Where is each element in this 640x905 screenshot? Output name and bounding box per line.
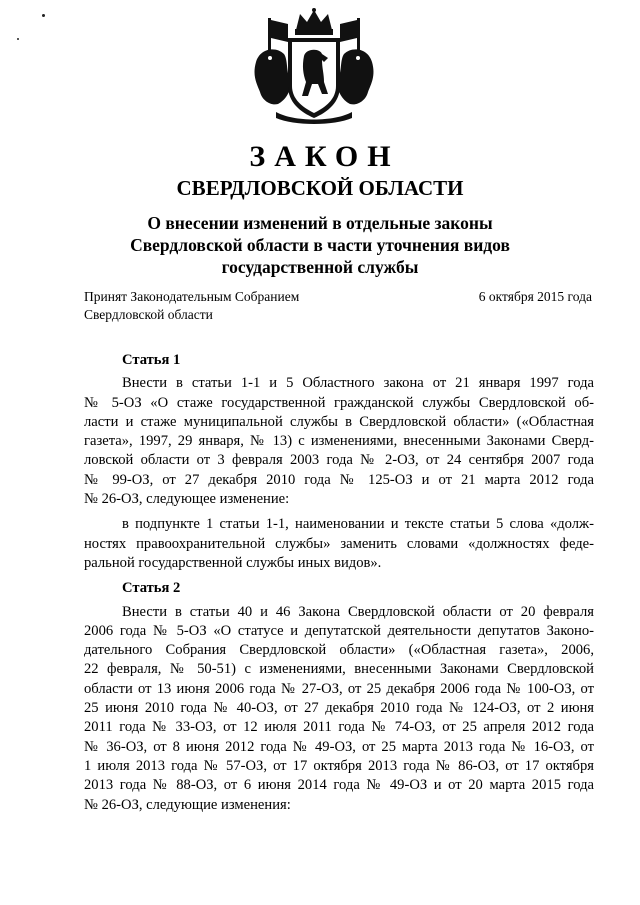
- text-line: Внести в статьи 1-1 и 5 Областного закона от 21 января 1997 года: [122, 375, 594, 392]
- text-line: 2006 года № 5-ОЗ «О статусе и депутатской деятельности депутатов Законо-: [84, 622, 594, 639]
- text-line: № 99-ОЗ, от 27 декабря 2010 года № 125-ОЗ и от 21 марта 2012 года: [84, 471, 594, 488]
- text-line: ральной государственной службы иных видов».: [84, 554, 382, 571]
- law-body: [84, 351, 594, 815]
- article-paragraph: [84, 374, 594, 509]
- article-paragraph: [84, 515, 594, 573]
- text-line: области от 13 июня 2006 года № 27-ОЗ, от 25 декабря 2006 года № 100-ОЗ, от: [84, 680, 594, 697]
- text-line: газета», 1997, 29 января, № 13) с изменениями, внесенными Законами Сверд-: [84, 433, 594, 450]
- text-line: в подпункте 1 статьи 1-1, наименовании и тексте статьи 5 слова «долж-: [122, 516, 594, 533]
- article-paragraph: [84, 603, 594, 815]
- scan-speck: [17, 38, 19, 40]
- law-subtitle: [60, 212, 580, 278]
- text-line: 1 июля 2013 года № 57-ОЗ, от 17 октября 2013 года № 86-ОЗ, от 17 октября: [84, 757, 594, 774]
- text-line: ласти и стаже муниципальной службы в Свердловской области» («Областная: [84, 413, 594, 430]
- text-line: дательного Собрания Свердловской области» («Областная газета», 2006,: [84, 642, 594, 659]
- subtitle-line: О внесении изменений в отдельные законы: [147, 213, 493, 233]
- text-line: 25 июня 2010 года № 40-ОЗ, от 27 декабря 2010 года № 124-ОЗ, от 2 июня: [84, 700, 594, 717]
- text-line: 22 февраля, № 50-51) с изменениями, внесенными Законами Свердловской: [84, 661, 594, 678]
- document-type-title: ЗАКОН: [249, 140, 400, 173]
- text-line: № 36-ОЗ, от 8 июня 2012 года № 49-ОЗ, от 25 марта 2013 года № 16-ОЗ, от: [84, 738, 594, 755]
- subtitle-line: Свердловской области в части уточнения видов: [130, 235, 510, 255]
- text-line: № 5-ОЗ «О стаже государственной гражданской службы Свердловской об-: [84, 394, 594, 411]
- text-line: 2013 года № 88-ОЗ, от 6 июня 2014 года № 49-ОЗ и от 20 марта 2015 года: [84, 777, 594, 794]
- text-line: ловской области от 3 февраля 2003 года № 2-ОЗ, от 24 сентября 2007 года: [84, 452, 594, 469]
- adoption-date: 6 октября 2015 года: [478, 289, 592, 304]
- text-line: Внести в статьи 40 и 46 Закона Свердловской области от 20 февраля: [122, 603, 594, 620]
- adoption-line: Принят Законодательным Собранием: [84, 289, 300, 304]
- region-title: СВЕРДЛОВСКОЙ ОБЛАСТИ: [176, 176, 464, 200]
- text-line: № 26-ОЗ, следующее изменение:: [84, 491, 290, 508]
- article-heading: Статья 2: [122, 580, 181, 597]
- text-line: № 26-ОЗ, следующие изменения:: [84, 796, 291, 813]
- adoption-body: [84, 288, 299, 324]
- text-line: ностях правоохранительной службы» заменить словами «должностях феде-: [84, 535, 594, 552]
- coat-of-arms-emblem: [248, 8, 380, 126]
- article-heading: Статья 1: [122, 352, 181, 368]
- text-line: 2011 года № 33-ОЗ, от 12 июля 2011 года № 74-ОЗ, от 25 апреля 2012 года: [84, 719, 594, 736]
- subtitle-line: государственной службы: [221, 257, 419, 277]
- scan-speck: [42, 14, 45, 17]
- adoption-line: Свердловской области: [84, 307, 213, 322]
